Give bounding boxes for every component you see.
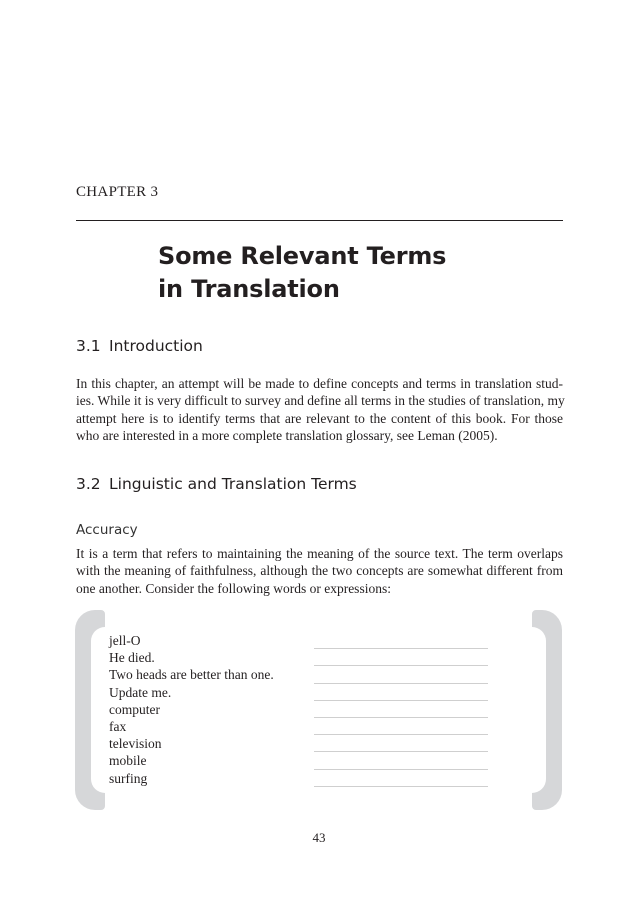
section-number: 3.1 xyxy=(76,337,101,355)
chapter-title xyxy=(158,240,446,306)
section-heading-introduction xyxy=(76,337,203,355)
section-number: 3.2 xyxy=(76,475,101,493)
exercise-item: television xyxy=(109,736,162,752)
exercise-item: mobile xyxy=(109,753,147,769)
paragraph-line: In this chapter, an attempt will be made to define concepts and terms in translation stud- xyxy=(76,376,563,391)
paragraph-line: with the meaning of faithfulness, although the two concepts are somewhat different from xyxy=(76,563,563,579)
section-heading-linguistic-terms xyxy=(76,475,357,493)
answer-blank-line xyxy=(314,770,488,787)
chapter-title-line-2: in Translation xyxy=(158,275,340,303)
paragraph-line: ies. While it is very difficult to survey and define all terms in the studies of translation, my xyxy=(76,393,565,409)
answer-blank-line xyxy=(314,666,488,683)
exercise-item: surfing xyxy=(109,770,148,786)
answer-blank-line xyxy=(314,718,488,735)
exercise-bracket-right xyxy=(532,610,562,810)
chapter-title-line-1: Some Relevant Terms xyxy=(158,242,447,270)
exercise-item: computer xyxy=(109,701,160,717)
page-number: 43 xyxy=(312,830,326,845)
paragraph-line: who are interested in a more complete translation glossary, see Leman (2005). xyxy=(76,427,498,443)
paragraph-line: one another. Consider the following words or expressions: xyxy=(76,580,391,596)
answer-blank-line xyxy=(314,649,488,666)
answer-blank-line xyxy=(314,735,488,752)
answer-blank-line xyxy=(314,701,488,718)
chapter-label: CHAPTER 3 xyxy=(76,184,159,200)
answer-blank-line xyxy=(314,632,488,649)
section-title: Linguistic and Translation Terms xyxy=(109,475,357,493)
exercise-item: He died. xyxy=(109,650,155,666)
exercise-item: Two heads are better than one. xyxy=(109,667,274,683)
chapter-rule xyxy=(76,220,563,221)
exercise-item-list xyxy=(109,632,274,787)
exercise-item: Update me. xyxy=(109,684,172,700)
exercise-item: jell-O xyxy=(109,633,141,648)
answer-blanks xyxy=(314,632,488,787)
answer-blank-line xyxy=(314,752,488,769)
answer-blank-line xyxy=(314,684,488,701)
paragraph-line: It is a term that refers to maintaining the meaning of the source text. The term overlaps xyxy=(76,546,563,561)
section-title: Introduction xyxy=(109,337,203,355)
term-subheading-accuracy: Accuracy xyxy=(76,522,138,538)
accuracy-paragraph xyxy=(76,545,563,597)
exercise-bracket-left xyxy=(75,610,105,810)
exercise-item: fax xyxy=(109,719,127,735)
introduction-paragraph xyxy=(76,375,563,444)
paragraph-line: attempt here is to identify terms that are relevant to the content of this book. For those xyxy=(76,410,563,426)
